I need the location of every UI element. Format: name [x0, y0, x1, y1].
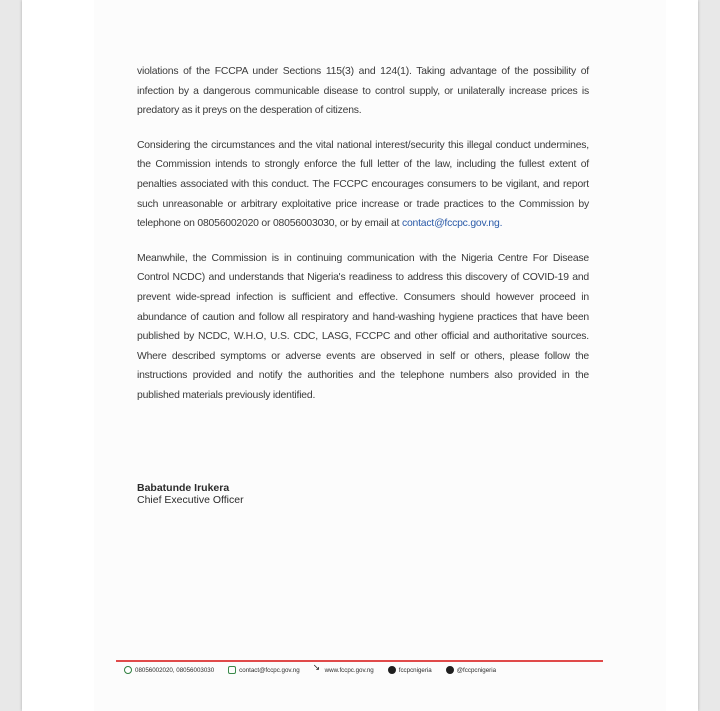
instagram-icon: [388, 666, 396, 674]
footer-handle-1: [388, 666, 432, 674]
twitter-icon: [446, 666, 454, 674]
letterhead-footer: [124, 666, 604, 674]
paragraph-2-text: Considering the circumstances and the vital national interest/security this illegal conduct undermines, the Commission intends to strongly enforce the full letter of the law, including the fullest extent of penalties associated with this conduct. The FCCPC encourages consumers to be vigilant, and report such unreasonable or arbitrary exploitative price increase or trade practices to the Commission by telephone on 08056002020 or 08056003030, or by email at: [137, 139, 589, 230]
letter-body: [137, 62, 589, 421]
signature-title: Chief Executive Officer: [137, 494, 244, 506]
mail-icon: [228, 666, 236, 674]
footer-phones: [124, 666, 214, 674]
footer-handle-2: [446, 666, 496, 674]
paragraph-3: Meanwhile, the Commission is in continuing communication with the Nigeria Centre For Disease Control NCDC) and understands that Nigeria's readiness to address this discovery of COVID-19 and prevent wide-spread infection is sufficient and effective. Consumers should however proceed in abundance of caution and follow all respiratory and hand-washing hygiene practices that have been published by NCDC, W.H.O, U.S. CDC, LASG, FCCPC and other official and authoritative sources. Where described symptoms or adverse events are observed in self or others, please follow the instructions provided and notify the authorities and the telephone numbers also provided in the published materials previously identified.: [137, 252, 589, 401]
footer-handle-2-text: @fccpcnigeria: [456, 666, 497, 674]
footer-website-text: www.fccpc.gov.ng: [324, 666, 374, 674]
footer-website: [314, 666, 374, 674]
phone-icon: [124, 666, 132, 674]
signature-block: [137, 482, 244, 506]
web-icon: [314, 666, 322, 674]
footer-handle-1-text: fccpcnigeria: [398, 666, 432, 674]
paragraph-2: [137, 136, 589, 234]
footer-phones-text: 08056002020, 08056003030: [135, 666, 215, 674]
footer-email: [228, 666, 300, 674]
signature-name: Babatunde Irukera: [137, 482, 230, 494]
email-link[interactable]: contact@fccpc.gov.ng.: [401, 218, 503, 230]
footer-divider: [116, 660, 603, 662]
footer-email-text: contact@fccpc.gov.ng: [239, 666, 300, 674]
paragraph-1: violations of the FCCPA under Sections 115(3) and 124(1). Taking advantage of the possibility of infection by a dangerous communicable disease to control supply, or unilaterally increase prices is predatory as it preys on the desperation of citizens.: [137, 66, 589, 117]
